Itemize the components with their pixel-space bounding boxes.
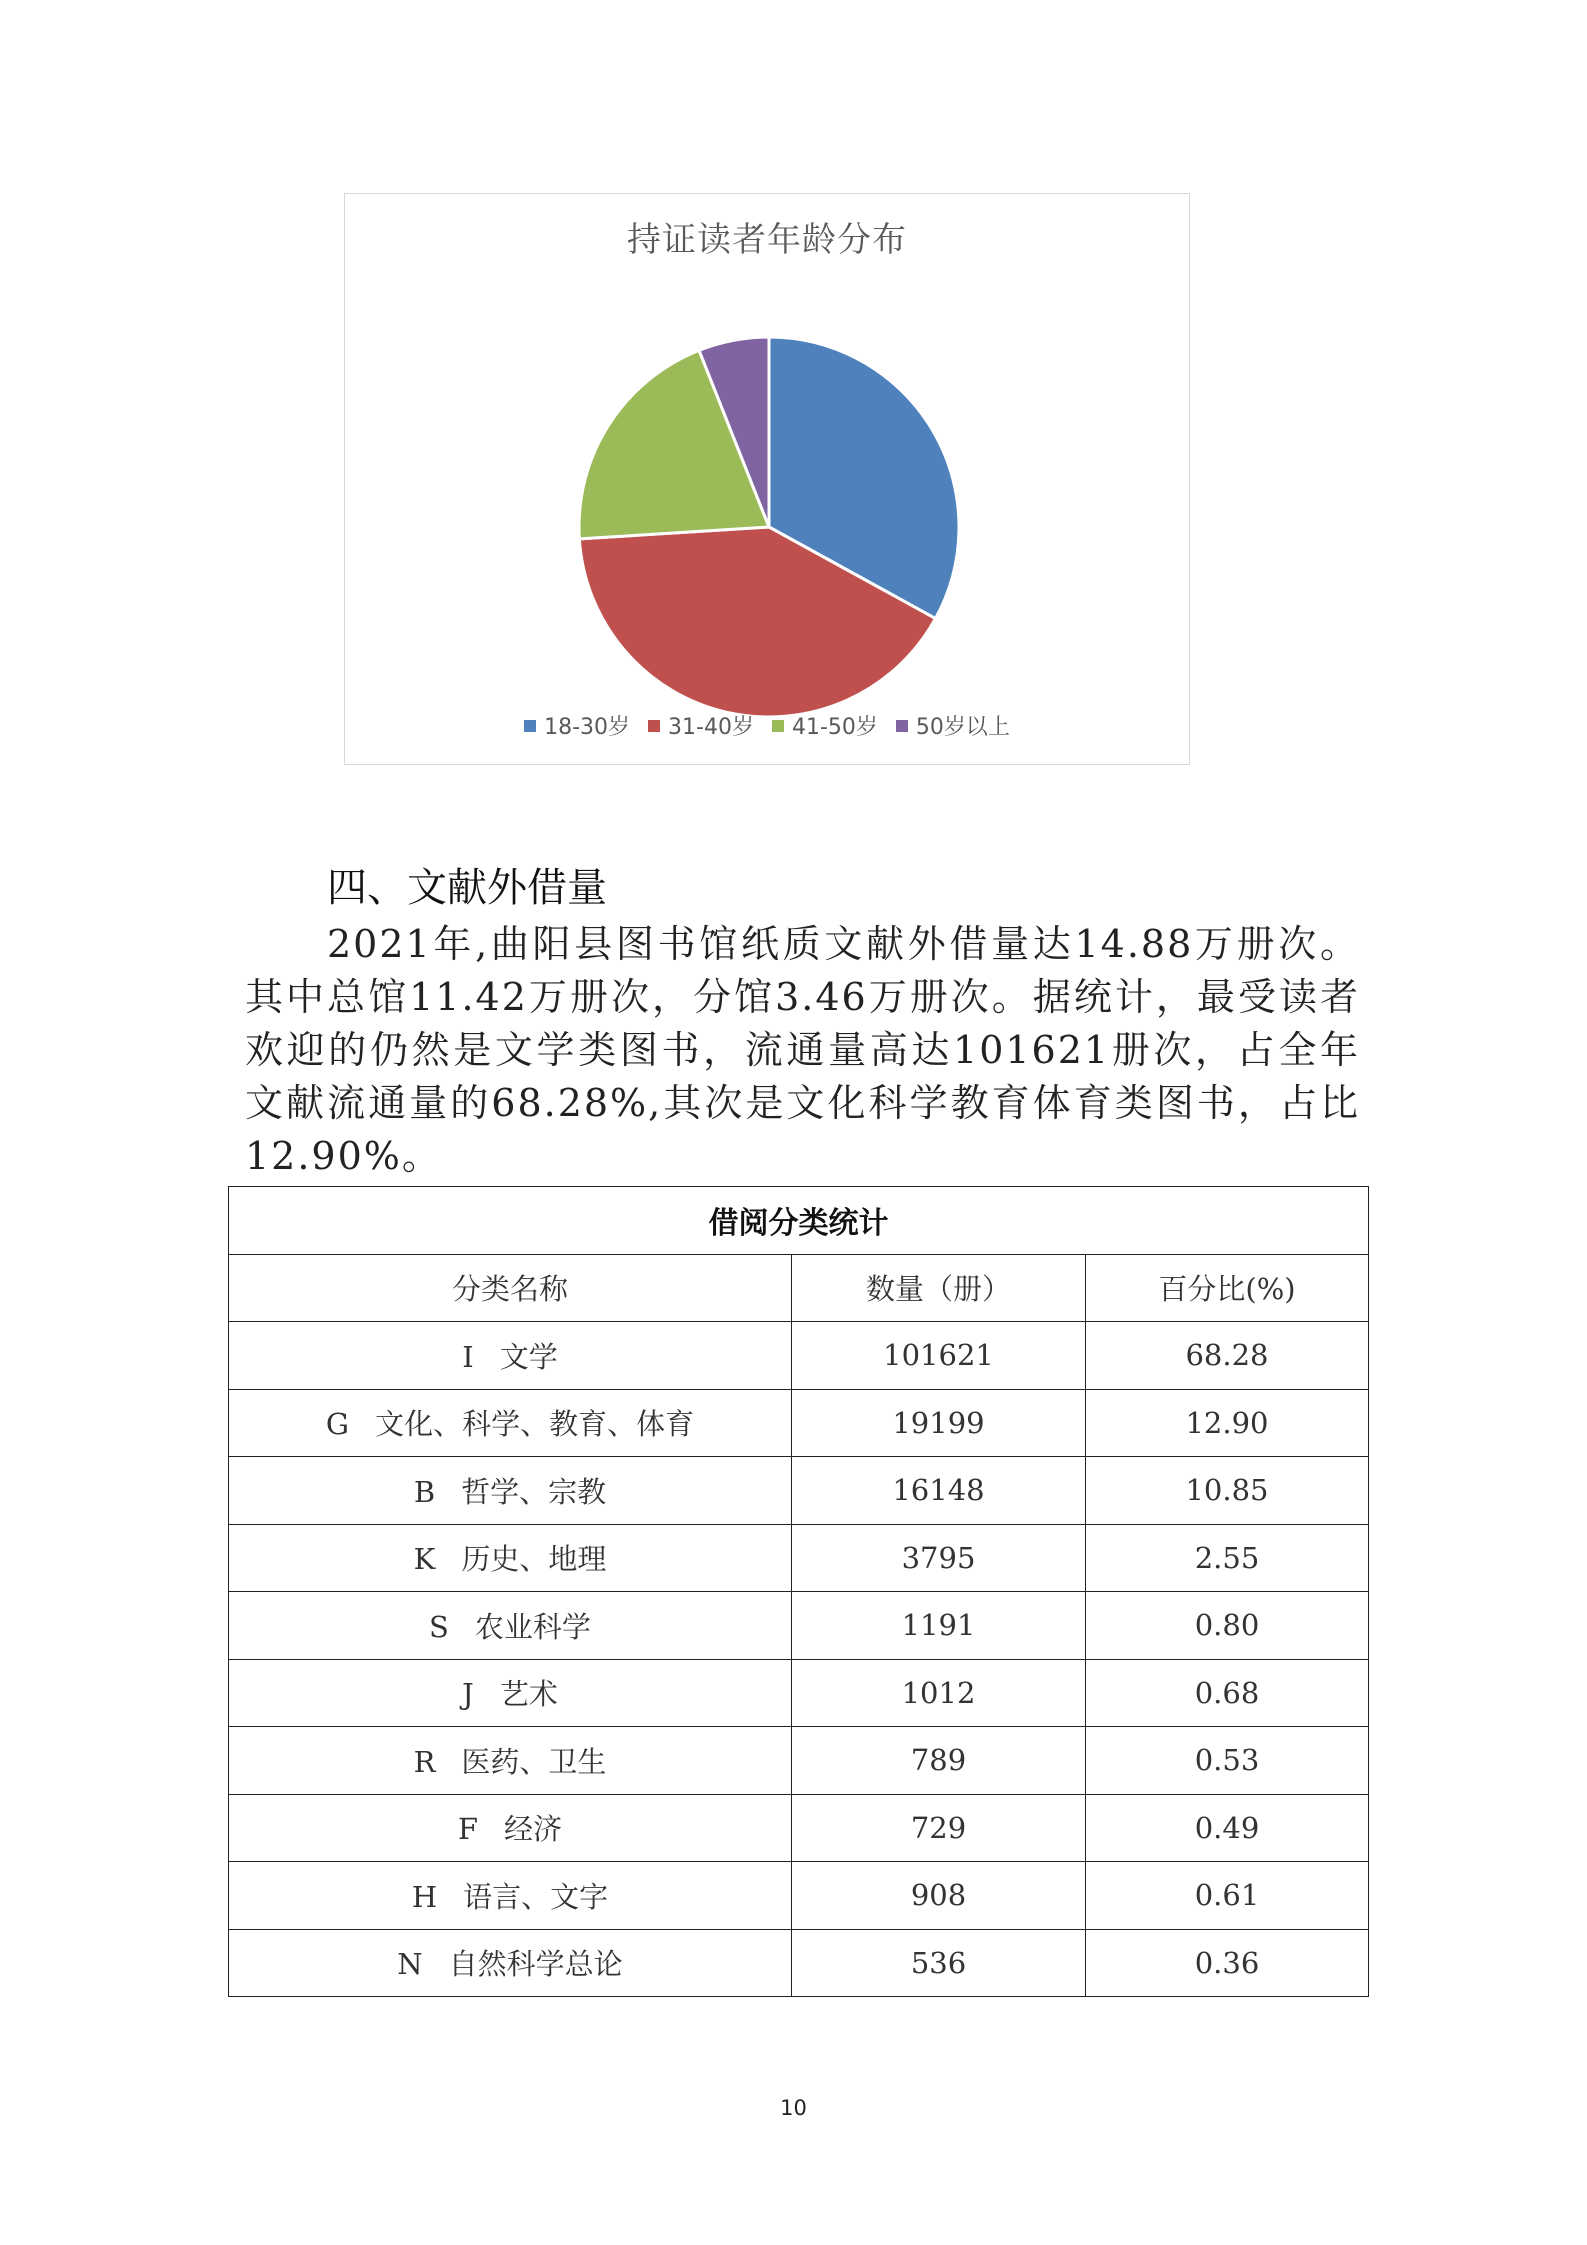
percent-cell: 0.68 bbox=[1086, 1659, 1369, 1727]
borrowing-stats-table bbox=[228, 1186, 1369, 1997]
quantity-cell: 1191 bbox=[792, 1592, 1086, 1660]
percent-cell: 10.85 bbox=[1086, 1457, 1369, 1525]
section-heading: 四、文献外借量 bbox=[327, 865, 607, 911]
legend-swatch bbox=[524, 720, 536, 732]
chart-title: 持证读者年龄分布 bbox=[627, 220, 907, 260]
category-code: J bbox=[462, 1677, 474, 1712]
percent-cell: 0.36 bbox=[1086, 1929, 1369, 1997]
quantity-cell: 729 bbox=[792, 1794, 1086, 1862]
percent-cell: 68.28 bbox=[1086, 1322, 1369, 1390]
table-row bbox=[229, 1592, 1369, 1660]
category-code: B bbox=[413, 1474, 436, 1509]
header-percent: 百分比(%) bbox=[1086, 1254, 1369, 1322]
table-header-row bbox=[229, 1254, 1369, 1322]
quantity-cell: 908 bbox=[792, 1862, 1086, 1930]
category-code: F bbox=[457, 1812, 479, 1847]
table-row bbox=[229, 1524, 1369, 1592]
quantity-cell: 101621 bbox=[792, 1322, 1086, 1390]
category-name: 农业科学 bbox=[474, 1609, 591, 1644]
quantity-cell: 16148 bbox=[792, 1457, 1086, 1525]
category-code: K bbox=[413, 1542, 436, 1577]
percent-cell: 0.61 bbox=[1086, 1862, 1369, 1930]
table-row bbox=[229, 1659, 1369, 1727]
page-number: 10 bbox=[780, 2096, 807, 2120]
age-distribution-chart bbox=[344, 193, 1190, 765]
legend-label: 18-30岁 bbox=[544, 715, 631, 740]
legend-label: 41-50岁 bbox=[791, 715, 878, 740]
legend-item bbox=[648, 710, 754, 741]
category-cell bbox=[229, 1524, 792, 1592]
table-row bbox=[229, 1862, 1369, 1930]
category-name: 文学 bbox=[499, 1339, 558, 1374]
category-name: 哲学、宗教 bbox=[461, 1474, 607, 1509]
table-caption: 借阅分类统计 bbox=[229, 1187, 1369, 1255]
legend-item bbox=[524, 710, 630, 741]
header-category: 分类名称 bbox=[229, 1254, 792, 1322]
category-name: 艺术 bbox=[499, 1677, 558, 1712]
percent-cell: 0.53 bbox=[1086, 1727, 1369, 1795]
category-cell bbox=[229, 1727, 792, 1795]
category-name: 自然科学总论 bbox=[448, 1947, 623, 1982]
category-code: S bbox=[429, 1609, 449, 1644]
category-code: H bbox=[411, 1879, 438, 1914]
category-name: 历史、地理 bbox=[461, 1542, 607, 1577]
quantity-cell: 19199 bbox=[792, 1389, 1086, 1457]
legend-swatch bbox=[896, 720, 908, 732]
percent-cell: 2.55 bbox=[1086, 1524, 1369, 1592]
category-cell bbox=[229, 1457, 792, 1525]
percent-cell: 0.49 bbox=[1086, 1794, 1369, 1862]
category-cell bbox=[229, 1322, 792, 1390]
table-row bbox=[229, 1929, 1369, 1997]
category-cell bbox=[229, 1659, 792, 1727]
legend-item bbox=[896, 710, 1010, 741]
category-code: R bbox=[413, 1744, 436, 1779]
legend-label: 31-40岁 bbox=[668, 715, 754, 740]
legend-swatch bbox=[772, 720, 784, 732]
quantity-cell: 789 bbox=[792, 1727, 1086, 1795]
percent-cell: 0.80 bbox=[1086, 1592, 1369, 1660]
chart-legend bbox=[345, 710, 1189, 741]
category-code: G bbox=[325, 1407, 350, 1442]
category-cell bbox=[229, 1389, 792, 1457]
table-row bbox=[229, 1457, 1369, 1525]
header-quantity: 数量（册） bbox=[792, 1254, 1086, 1322]
category-cell bbox=[229, 1592, 792, 1660]
legend-item bbox=[772, 710, 878, 741]
section-paragraph: 2021年,曲阳县图书馆纸质文献外借量达14.88万册次。其中总馆11.42万册次，分馆3.46万册次。据统计，最受读者欢迎的仍然是文学类图书，流通量高达101621册次，占全年文献流通量的68.28%,其次是文化科学教育体育类图书，占比12.90%。 bbox=[245, 922, 1360, 1178]
pie-chart-svg bbox=[345, 194, 1191, 766]
category-cell bbox=[229, 1929, 792, 1997]
category-name: 经济 bbox=[504, 1812, 563, 1847]
category-name: 文化、科学、教育、体育 bbox=[375, 1407, 695, 1442]
category-code: N bbox=[397, 1947, 423, 1982]
table-row bbox=[229, 1322, 1369, 1390]
legend-swatch bbox=[648, 720, 660, 732]
category-name: 语言、文字 bbox=[463, 1879, 609, 1914]
percent-cell: 12.90 bbox=[1086, 1389, 1369, 1457]
quantity-cell: 3795 bbox=[792, 1524, 1086, 1592]
table-row bbox=[229, 1389, 1369, 1457]
category-cell bbox=[229, 1794, 792, 1862]
category-code: I bbox=[462, 1339, 474, 1374]
legend-label: 50岁以上 bbox=[915, 715, 1010, 740]
table-row bbox=[229, 1794, 1369, 1862]
table-row bbox=[229, 1727, 1369, 1795]
quantity-cell: 1012 bbox=[792, 1659, 1086, 1727]
quantity-cell: 536 bbox=[792, 1929, 1086, 1997]
category-name: 医药、卫生 bbox=[461, 1744, 607, 1779]
category-cell bbox=[229, 1862, 792, 1930]
